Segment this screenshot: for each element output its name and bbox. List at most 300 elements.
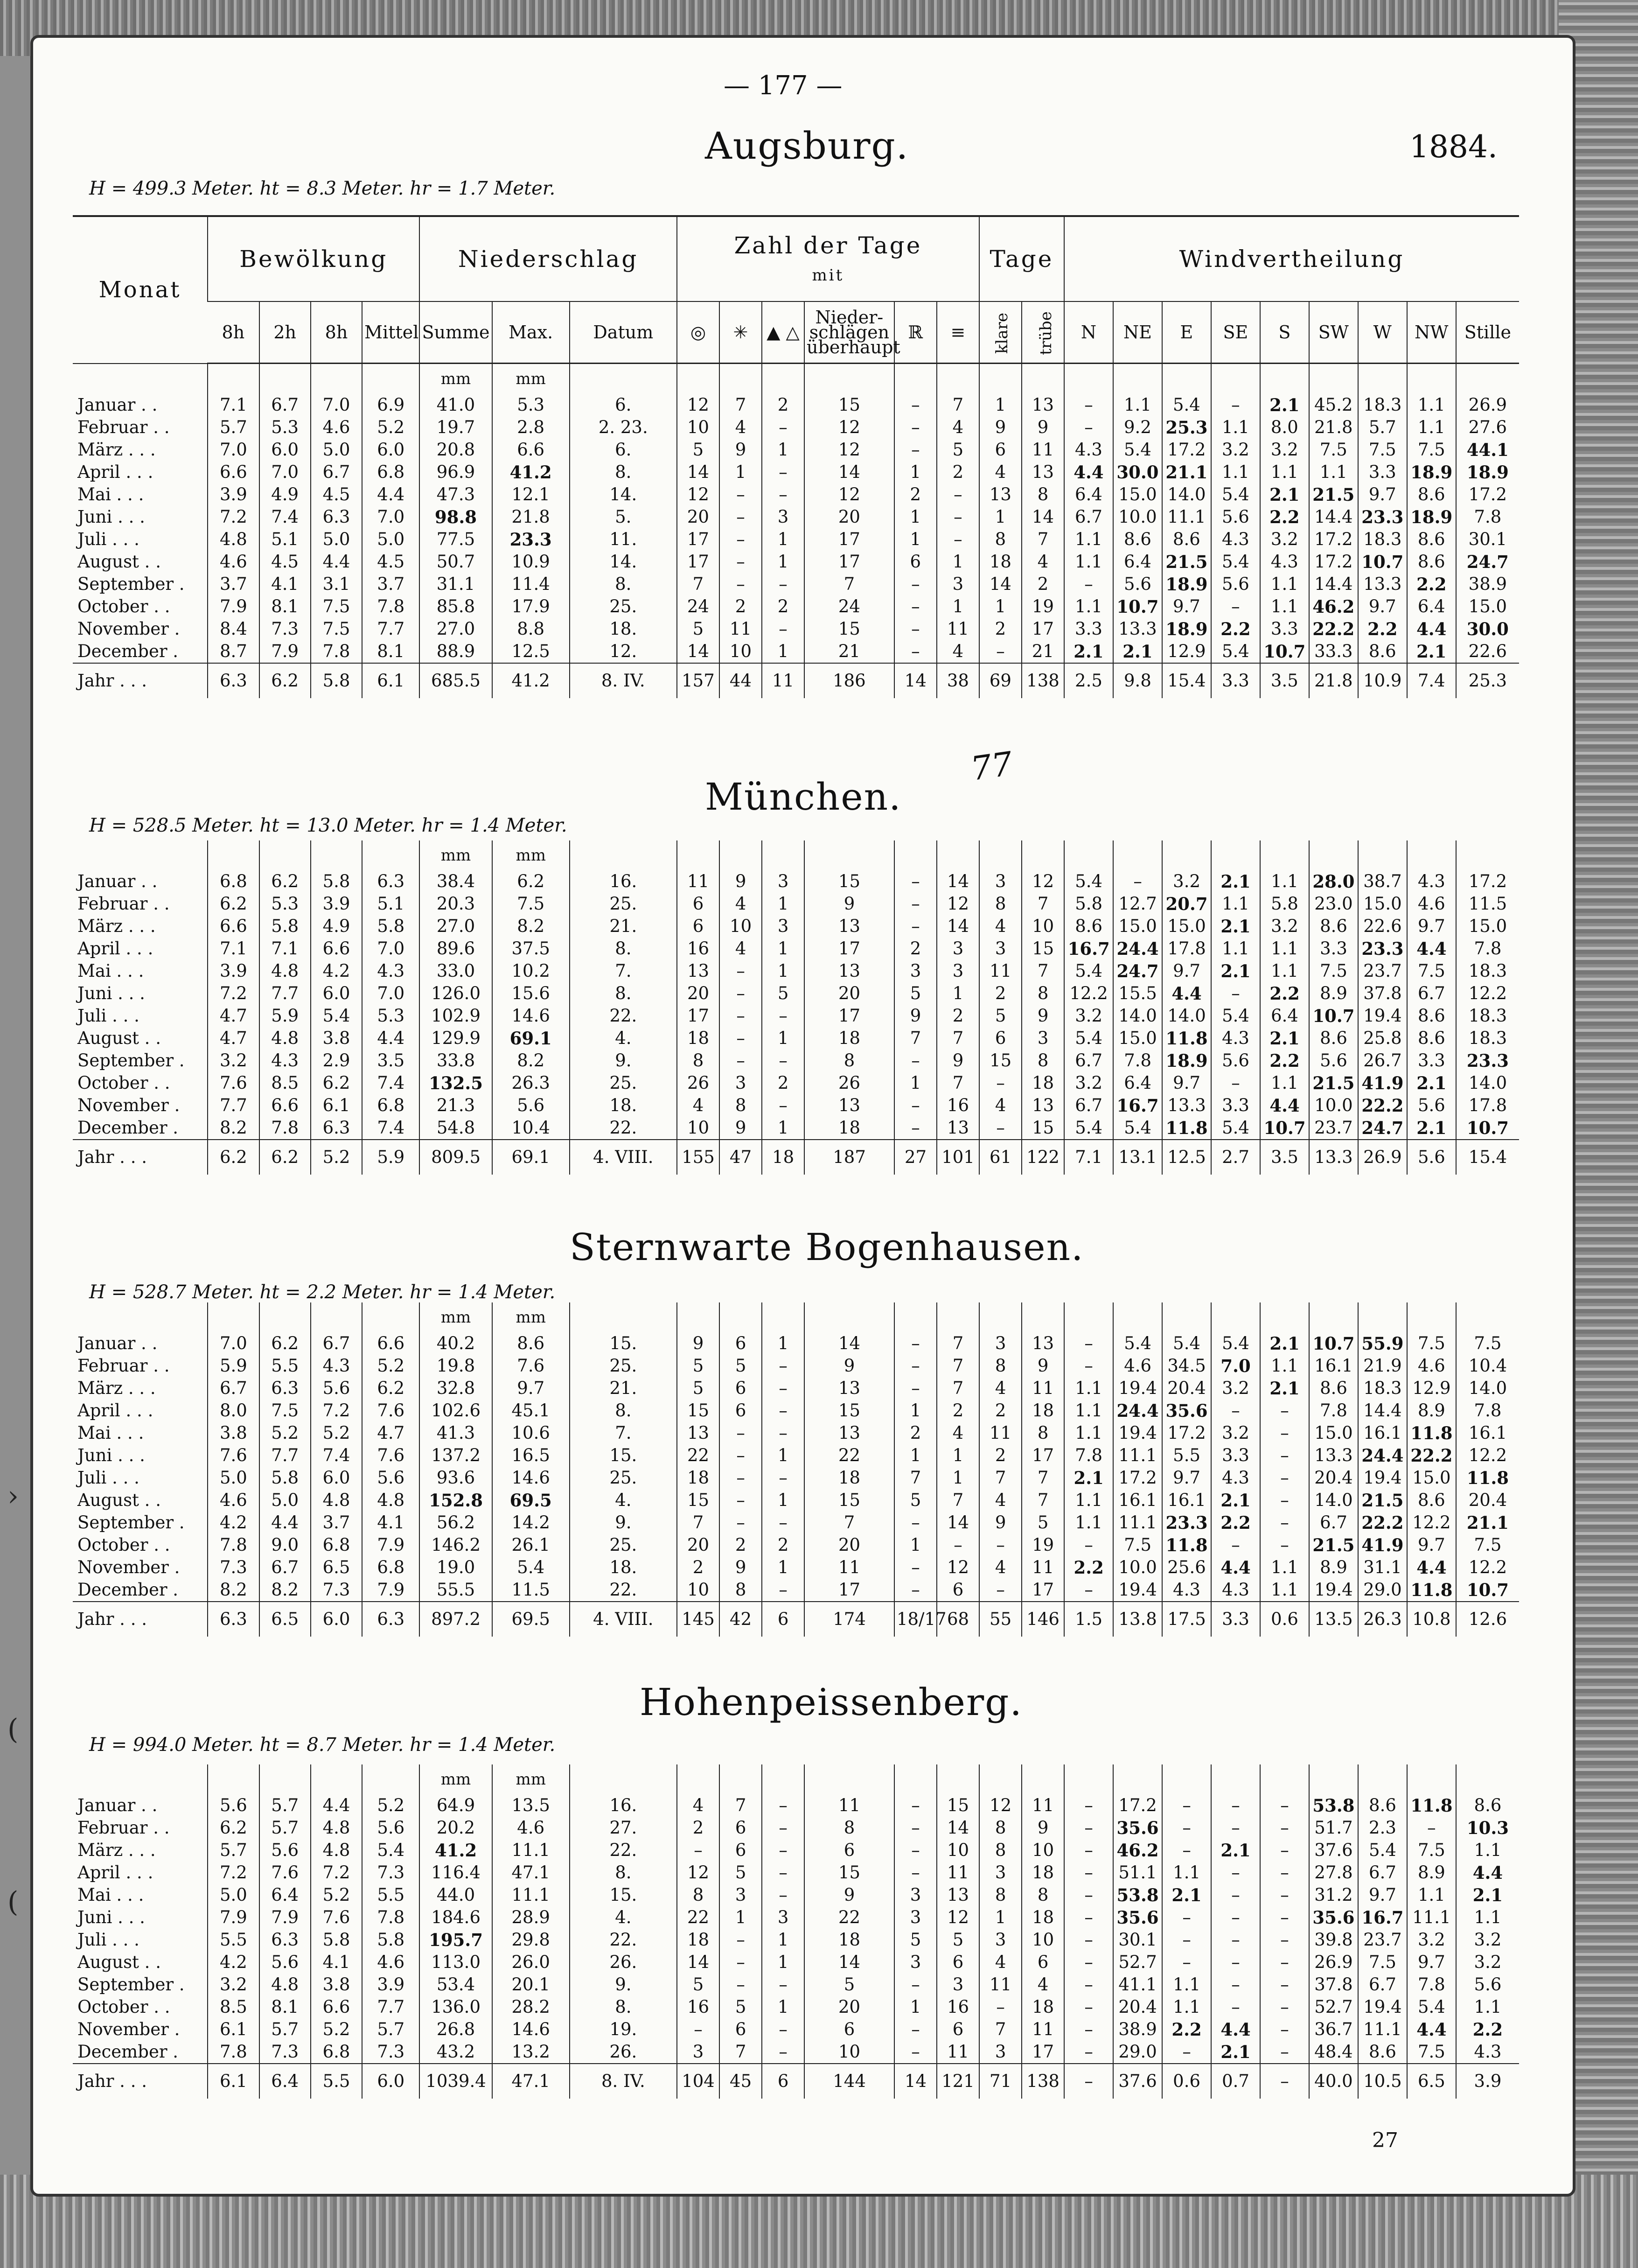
table-cell: 0.6 bbox=[1162, 2064, 1211, 2099]
table-cell: 6.5 bbox=[259, 1602, 311, 1637]
table-cell: 1.1 bbox=[1456, 1906, 1519, 1929]
table-cell: 25.6 bbox=[1162, 1556, 1211, 1579]
table-cell: 2.8 bbox=[492, 416, 570, 439]
table-cell: 8. bbox=[570, 1862, 677, 1884]
table-cell: 1 bbox=[937, 982, 979, 1005]
table-cell: – bbox=[762, 416, 804, 439]
table-cell: 3.7 bbox=[362, 573, 419, 595]
table-cell: 7.6 bbox=[259, 1862, 311, 1884]
table-cell: 7 bbox=[1022, 528, 1064, 551]
table-cell: – bbox=[979, 1534, 1022, 1556]
month-row bbox=[73, 439, 1519, 461]
table-cell: 6.1 bbox=[208, 2018, 259, 2041]
table-cell: 5.6 bbox=[362, 1467, 419, 1489]
table-cell: 12.2 bbox=[1456, 982, 1519, 1005]
table-cell: 1 bbox=[762, 439, 804, 461]
table-cell: 4.4 bbox=[362, 1027, 419, 1050]
table-cell: 101 bbox=[937, 1140, 979, 1175]
table-cell: 13.5 bbox=[1309, 1602, 1358, 1637]
table-cell: 7.8 bbox=[1456, 938, 1519, 960]
table-cell: 17.2 bbox=[1162, 439, 1211, 461]
table-cell: – bbox=[1211, 1862, 1260, 1884]
table-cell: 11 bbox=[1022, 439, 1064, 461]
table-cell: 11.1 bbox=[492, 1839, 570, 1862]
table-cell: 6.1 bbox=[311, 1094, 362, 1117]
table-cell: 3.3 bbox=[1260, 618, 1309, 640]
table-cell: 3.8 bbox=[311, 1027, 362, 1050]
month-label: August . . bbox=[77, 1490, 161, 1510]
table-cell: 17.2 bbox=[1113, 1467, 1162, 1489]
table-cell: 7.6 bbox=[311, 1906, 362, 1929]
table-cell: 10.6 bbox=[492, 1422, 570, 1444]
table-cell: 88.9 bbox=[419, 640, 492, 663]
table-cell: – bbox=[1064, 1929, 1113, 1951]
table-cell: 11.1 bbox=[1162, 506, 1211, 528]
table-cell: 11.8 bbox=[1162, 1534, 1211, 1556]
table-cell: 12 bbox=[677, 483, 719, 506]
table-cell: 2.2 bbox=[1407, 573, 1456, 595]
table-cell: 37.6 bbox=[1113, 2064, 1162, 2099]
cloud-column-header: 2h bbox=[259, 301, 311, 364]
table-cell: 22.2 bbox=[1358, 1512, 1407, 1534]
month-row bbox=[73, 551, 1519, 573]
table-cell: 14.4 bbox=[1358, 1400, 1407, 1422]
table-cell: 1 bbox=[762, 1951, 804, 1974]
table-cell: 3 bbox=[979, 2041, 1022, 2064]
table-cell: 7.5 bbox=[311, 618, 362, 640]
table-cell: 11 bbox=[719, 618, 762, 640]
month-label: Januar . . bbox=[77, 395, 158, 415]
table-cell: 4 bbox=[937, 640, 979, 663]
page-number: — 177 — bbox=[724, 70, 843, 101]
table-cell bbox=[1407, 1302, 1456, 1332]
table-cell: 5.4 bbox=[1162, 394, 1211, 416]
month-label: September . bbox=[77, 1974, 185, 1995]
table-cell: 16.1 bbox=[1358, 1422, 1407, 1444]
table-cell: 2.1 bbox=[1260, 1332, 1309, 1355]
table-cell: 15 bbox=[804, 618, 894, 640]
table-cell: 5.6 bbox=[492, 1094, 570, 1117]
table-cell: 5.6 bbox=[1113, 573, 1162, 595]
station-title: München. bbox=[705, 775, 902, 819]
table-cell: 3.2 bbox=[208, 1050, 259, 1072]
table-cell: 9 bbox=[677, 1332, 719, 1355]
table-cell bbox=[570, 1302, 677, 1332]
table-cell: 1.1 bbox=[1260, 573, 1309, 595]
table-cell: 15 bbox=[804, 1400, 894, 1422]
table-cell: 11 bbox=[677, 870, 719, 893]
table-cell: 4.7 bbox=[208, 1005, 259, 1027]
month-row bbox=[73, 1862, 1519, 1884]
table-cell: 12. bbox=[570, 640, 677, 663]
table-cell: 14.0 bbox=[1456, 1377, 1519, 1400]
table-cell: 14.0 bbox=[1162, 483, 1211, 506]
table-cell: 6 bbox=[762, 1602, 804, 1637]
year-label: Jahr . . . bbox=[73, 2064, 208, 2099]
table-cell: 6.9 bbox=[362, 394, 419, 416]
table-cell: 4.3 bbox=[1211, 1467, 1260, 1489]
table-cell: 6.7 bbox=[311, 1332, 362, 1355]
table-cell: 38.4 bbox=[419, 870, 492, 893]
table-cell: – bbox=[937, 528, 979, 551]
table-cell: 3.9 bbox=[208, 960, 259, 982]
table-cell: 2 bbox=[979, 982, 1022, 1005]
station-data-table bbox=[73, 1764, 1519, 2099]
table-cell: 2 bbox=[979, 1444, 1022, 1467]
station-title: Sternwarte Bogenhausen. bbox=[570, 1225, 1084, 1269]
table-cell: 6 bbox=[979, 1027, 1022, 1050]
table-cell: 7.8 bbox=[1309, 1400, 1358, 1422]
table-cell: 10.7 bbox=[1456, 1579, 1519, 1602]
table-cell: 5.4 bbox=[1113, 1117, 1162, 1140]
table-cell: 5.1 bbox=[362, 893, 419, 915]
table-cell: 113.0 bbox=[419, 1951, 492, 1974]
table-cell: 9.7 bbox=[1407, 1951, 1456, 1974]
wind-direction-header: E bbox=[1162, 301, 1211, 364]
table-cell: 15.0 bbox=[1358, 893, 1407, 915]
table-cell: 11 bbox=[937, 2041, 979, 2064]
table-cell: 16 bbox=[937, 1094, 979, 1117]
month-row bbox=[73, 1467, 1519, 1489]
table-cell: 1.1 bbox=[1064, 551, 1113, 573]
table-cell: – bbox=[1064, 1817, 1113, 1839]
table-cell bbox=[1309, 1302, 1358, 1332]
table-cell: 3.3 bbox=[1407, 1050, 1456, 1072]
table-cell: 12.2 bbox=[1407, 1512, 1456, 1534]
table-cell: – bbox=[762, 1884, 804, 1906]
table-cell: 14.6 bbox=[492, 1005, 570, 1027]
table-cell: 5.5 bbox=[362, 1884, 419, 1906]
table-cell: 23.7 bbox=[1358, 1929, 1407, 1951]
month-row bbox=[73, 1355, 1519, 1377]
table-cell: 7.3 bbox=[311, 1579, 362, 1602]
table-cell: 4 bbox=[677, 1794, 719, 1817]
table-cell: 15.5 bbox=[1113, 982, 1162, 1005]
table-cell: 1.1 bbox=[1260, 1072, 1309, 1094]
table-cell: 27.6 bbox=[1456, 416, 1519, 439]
table-cell: – bbox=[762, 1579, 804, 1602]
table-cell: 11 bbox=[1022, 1794, 1064, 1817]
table-cell: 10.0 bbox=[1113, 506, 1162, 528]
month-row bbox=[73, 1951, 1519, 1974]
table-cell: 16. bbox=[570, 1794, 677, 1817]
month-row bbox=[73, 1512, 1519, 1534]
weather-symbol-header: Nieder-schlägen überhaupt bbox=[804, 301, 894, 364]
table-cell: 7.0 bbox=[259, 461, 311, 483]
table-cell: 137.2 bbox=[419, 1444, 492, 1467]
table-cell: 15 bbox=[804, 1489, 894, 1512]
table-cell: 9.7 bbox=[1407, 1534, 1456, 1556]
month-label: Mai . . . bbox=[77, 1885, 144, 1905]
table-cell: 2.2 bbox=[1456, 2018, 1519, 2041]
table-cell bbox=[1260, 1302, 1309, 1332]
month-label: Juni . . . bbox=[77, 1907, 145, 1927]
table-cell: 20 bbox=[677, 506, 719, 528]
table-cell: 41.2 bbox=[492, 461, 570, 483]
table-cell: 7.6 bbox=[362, 1444, 419, 1467]
table-cell: 14 bbox=[894, 663, 937, 698]
table-cell: 2.1 bbox=[1211, 1489, 1260, 1512]
table-cell: – bbox=[1211, 1884, 1260, 1906]
table-cell: 1.1 bbox=[1064, 528, 1113, 551]
table-cell: 27. bbox=[570, 1817, 677, 1839]
table-cell: 6.0 bbox=[311, 1467, 362, 1489]
table-cell: 10.0 bbox=[1113, 1556, 1162, 1579]
table-cell: 116.4 bbox=[419, 1862, 492, 1884]
table-cell: 2.1 bbox=[1407, 1072, 1456, 1094]
month-row bbox=[73, 506, 1519, 528]
table-cell: – bbox=[1064, 1996, 1113, 2018]
table-cell: 6 bbox=[719, 1839, 762, 1862]
table-cell: 8.6 bbox=[1358, 1794, 1407, 1817]
table-cell: 22 bbox=[804, 1906, 894, 1929]
table-cell: 12 bbox=[937, 1556, 979, 1579]
table-cell: 2.1 bbox=[1211, 2041, 1260, 2064]
table-cell: 7.8 bbox=[1113, 1050, 1162, 1072]
table-cell: – bbox=[1260, 1489, 1309, 1512]
month-label: Februar . . bbox=[77, 1356, 170, 1376]
table-cell bbox=[894, 1764, 937, 1794]
table-cell: – bbox=[1162, 1817, 1211, 1839]
unit-label: mm bbox=[419, 1764, 492, 1794]
table-cell: 4 bbox=[719, 416, 762, 439]
table-cell: 15. bbox=[570, 1884, 677, 1906]
table-cell bbox=[1162, 840, 1211, 870]
table-cell: – bbox=[894, 394, 937, 416]
table-cell: 18.3 bbox=[1456, 960, 1519, 982]
table-cell bbox=[1309, 1764, 1358, 1794]
table-cell bbox=[677, 364, 719, 394]
wind-direction-header: W bbox=[1358, 301, 1407, 364]
table-cell: 2 bbox=[677, 1556, 719, 1579]
table-cell: 11.1 bbox=[1407, 1906, 1456, 1929]
table-cell: 44 bbox=[719, 663, 762, 698]
table-cell: – bbox=[719, 1489, 762, 1512]
table-cell: 11.8 bbox=[1407, 1794, 1456, 1817]
table-cell: 13.3 bbox=[1162, 1094, 1211, 1117]
table-cell: 6 bbox=[937, 1951, 979, 1974]
table-cell: 22 bbox=[804, 1444, 894, 1467]
table-cell: 8 bbox=[979, 1884, 1022, 1906]
table-cell: 6 bbox=[894, 551, 937, 573]
table-cell: 3 bbox=[894, 1951, 937, 1974]
table-cell: 18 bbox=[677, 1929, 719, 1951]
month-row bbox=[73, 1400, 1519, 1422]
table-cell: 3 bbox=[719, 1072, 762, 1094]
table-cell: 37.8 bbox=[1309, 1974, 1358, 1996]
table-cell: 22.2 bbox=[1309, 618, 1358, 640]
table-cell: 2 bbox=[762, 1534, 804, 1556]
table-cell: 1.1 bbox=[1211, 938, 1260, 960]
table-cell bbox=[1113, 1764, 1162, 1794]
year-total-row bbox=[73, 1140, 1519, 1175]
table-cell: 93.6 bbox=[419, 1467, 492, 1489]
table-cell bbox=[1022, 1764, 1064, 1794]
table-cell: – bbox=[1211, 1906, 1260, 1929]
table-cell: 14.2 bbox=[492, 1512, 570, 1534]
table-cell: 27.0 bbox=[419, 915, 492, 938]
table-cell bbox=[570, 364, 677, 394]
table-cell bbox=[208, 364, 259, 394]
table-cell: 14.6 bbox=[492, 2018, 570, 2041]
table-cell: 15 bbox=[1022, 1117, 1064, 1140]
table-cell: 7.1 bbox=[1064, 1140, 1113, 1175]
month-row bbox=[73, 1906, 1519, 1929]
table-cell: 11.1 bbox=[1358, 2018, 1407, 2041]
table-cell: 15.0 bbox=[1162, 915, 1211, 938]
table-cell: 6 bbox=[677, 893, 719, 915]
table-cell: 1 bbox=[762, 1332, 804, 1355]
table-cell: 1.1 bbox=[1456, 1996, 1519, 2018]
table-cell: 20.4 bbox=[1456, 1489, 1519, 1512]
table-cell: 8 bbox=[1022, 1422, 1064, 1444]
table-cell: – bbox=[1162, 1906, 1211, 1929]
table-cell: 8. bbox=[570, 938, 677, 960]
table-cell: 1 bbox=[762, 551, 804, 573]
table-cell: 24 bbox=[804, 595, 894, 618]
table-cell: – bbox=[1260, 1884, 1309, 1906]
table-cell: 4.1 bbox=[311, 1951, 362, 1974]
table-cell: 1.1 bbox=[1064, 1512, 1113, 1534]
table-cell: 7.2 bbox=[311, 1400, 362, 1422]
station-data-table bbox=[73, 840, 1519, 1175]
table-cell: 6.2 bbox=[208, 893, 259, 915]
table-cell: 7.5 bbox=[1407, 960, 1456, 982]
table-cell: 35.6 bbox=[1113, 1817, 1162, 1839]
table-cell: 46.2 bbox=[1113, 1839, 1162, 1862]
table-cell: 6.2 bbox=[259, 1140, 311, 1175]
month-label: Januar . . bbox=[77, 1333, 158, 1353]
table-cell: 6. bbox=[570, 439, 677, 461]
table-cell: 7.0 bbox=[362, 506, 419, 528]
table-cell: 5.4 bbox=[1358, 1839, 1407, 1862]
month-row bbox=[73, 1974, 1519, 1996]
table-cell: 18.3 bbox=[1358, 528, 1407, 551]
month-label: März . . . bbox=[77, 916, 156, 936]
table-cell: 5.2 bbox=[311, 1884, 362, 1906]
table-cell: 4.6 bbox=[208, 551, 259, 573]
table-cell: – bbox=[1064, 2018, 1113, 2041]
table-cell: 15 bbox=[804, 394, 894, 416]
table-cell: 7 bbox=[937, 1027, 979, 1050]
table-cell bbox=[804, 364, 894, 394]
table-cell: 7.1 bbox=[259, 938, 311, 960]
table-cell: 12.5 bbox=[1162, 1140, 1211, 1175]
table-cell: – bbox=[719, 483, 762, 506]
weather-symbol-header: ▲ △ bbox=[762, 301, 804, 364]
table-cell: 4.8 bbox=[259, 1027, 311, 1050]
table-cell: 55.9 bbox=[1358, 1332, 1407, 1355]
table-cell: 26.9 bbox=[1456, 394, 1519, 416]
table-cell: 5.2 bbox=[362, 1794, 419, 1817]
table-cell: 5.7 bbox=[208, 1839, 259, 1862]
table-cell: 7 bbox=[1022, 893, 1064, 915]
table-cell: 2 bbox=[677, 1817, 719, 1839]
table-cell: 12.2 bbox=[1456, 1444, 1519, 1467]
table-cell: 43.2 bbox=[419, 2041, 492, 2064]
table-cell: 45 bbox=[719, 2064, 762, 2099]
days-group-header bbox=[677, 216, 979, 301]
table-cell: 8.4 bbox=[208, 618, 259, 640]
month-row bbox=[73, 394, 1519, 416]
table-cell: 5 bbox=[719, 1996, 762, 2018]
table-cell: 53.4 bbox=[419, 1974, 492, 1996]
table-cell bbox=[677, 1764, 719, 1794]
table-cell: 18 bbox=[1022, 1072, 1064, 1094]
table-cell: 20.2 bbox=[419, 1817, 492, 1839]
year-label: Jahr . . . bbox=[73, 1602, 208, 1637]
month-row bbox=[73, 595, 1519, 618]
cloud-column-header: 8h bbox=[311, 301, 362, 364]
table-cell: 8 bbox=[979, 528, 1022, 551]
table-cell: 14 bbox=[1022, 506, 1064, 528]
table-cell: 3 bbox=[979, 870, 1022, 893]
table-cell: 4 bbox=[719, 938, 762, 960]
table-cell: 8.9 bbox=[1309, 982, 1358, 1005]
table-cell: 9.7 bbox=[492, 1377, 570, 1400]
table-cell: 8. bbox=[570, 461, 677, 483]
table-cell: 12.1 bbox=[492, 483, 570, 506]
table-cell: 3.9 bbox=[1456, 2064, 1519, 2099]
days-group-title: Zahl der Tage bbox=[734, 232, 922, 259]
table-cell: 18.3 bbox=[1456, 1027, 1519, 1050]
table-cell bbox=[804, 1764, 894, 1794]
table-cell bbox=[311, 1302, 362, 1332]
table-cell: 6.7 bbox=[208, 1377, 259, 1400]
table-cell bbox=[208, 1302, 259, 1332]
table-cell: 9.7 bbox=[1358, 483, 1407, 506]
month-row bbox=[73, 938, 1519, 960]
table-cell: – bbox=[1260, 1974, 1309, 1996]
table-cell bbox=[311, 364, 362, 394]
table-cell: 2 bbox=[979, 1400, 1022, 1422]
table-cell: – bbox=[1064, 573, 1113, 595]
table-cell: 41.1 bbox=[1113, 1974, 1162, 1996]
table-cell bbox=[1260, 840, 1309, 870]
table-cell bbox=[570, 1764, 677, 1794]
table-cell: – bbox=[979, 1072, 1022, 1094]
table-cell: 13 bbox=[804, 915, 894, 938]
table-cell: 6.8 bbox=[311, 1534, 362, 1556]
table-cell: 12 bbox=[677, 1862, 719, 1884]
table-cell: 2. 23. bbox=[570, 416, 677, 439]
table-cell: 6.3 bbox=[259, 1377, 311, 1400]
unit-label: mm bbox=[492, 1764, 570, 1794]
table-cell: 14.4 bbox=[1309, 506, 1358, 528]
table-cell: – bbox=[1260, 1794, 1309, 1817]
table-cell: 1 bbox=[762, 1929, 804, 1951]
table-cell: 4 bbox=[979, 461, 1022, 483]
table-cell: 897.2 bbox=[419, 1602, 492, 1637]
table-cell: 1 bbox=[762, 528, 804, 551]
table-cell: 5.8 bbox=[259, 1467, 311, 1489]
table-cell: 2 bbox=[937, 461, 979, 483]
table-cell: 18/17 bbox=[894, 1602, 937, 1637]
table-cell bbox=[719, 364, 762, 394]
table-cell: – bbox=[719, 1027, 762, 1050]
table-cell: 16.7 bbox=[1064, 938, 1113, 960]
table-cell: 8.0 bbox=[208, 1400, 259, 1422]
table-cell: 38.9 bbox=[1113, 2018, 1162, 2041]
table-cell: 20 bbox=[804, 1534, 894, 1556]
table-cell: 18 bbox=[1022, 1400, 1064, 1422]
table-cell bbox=[894, 840, 937, 870]
table-cell: 15.6 bbox=[492, 982, 570, 1005]
table-cell: 8.6 bbox=[1309, 1027, 1358, 1050]
table-cell: 8.2 bbox=[208, 1117, 259, 1140]
table-cell: 152.8 bbox=[419, 1489, 492, 1512]
table-cell: 11.8 bbox=[1407, 1579, 1456, 1602]
